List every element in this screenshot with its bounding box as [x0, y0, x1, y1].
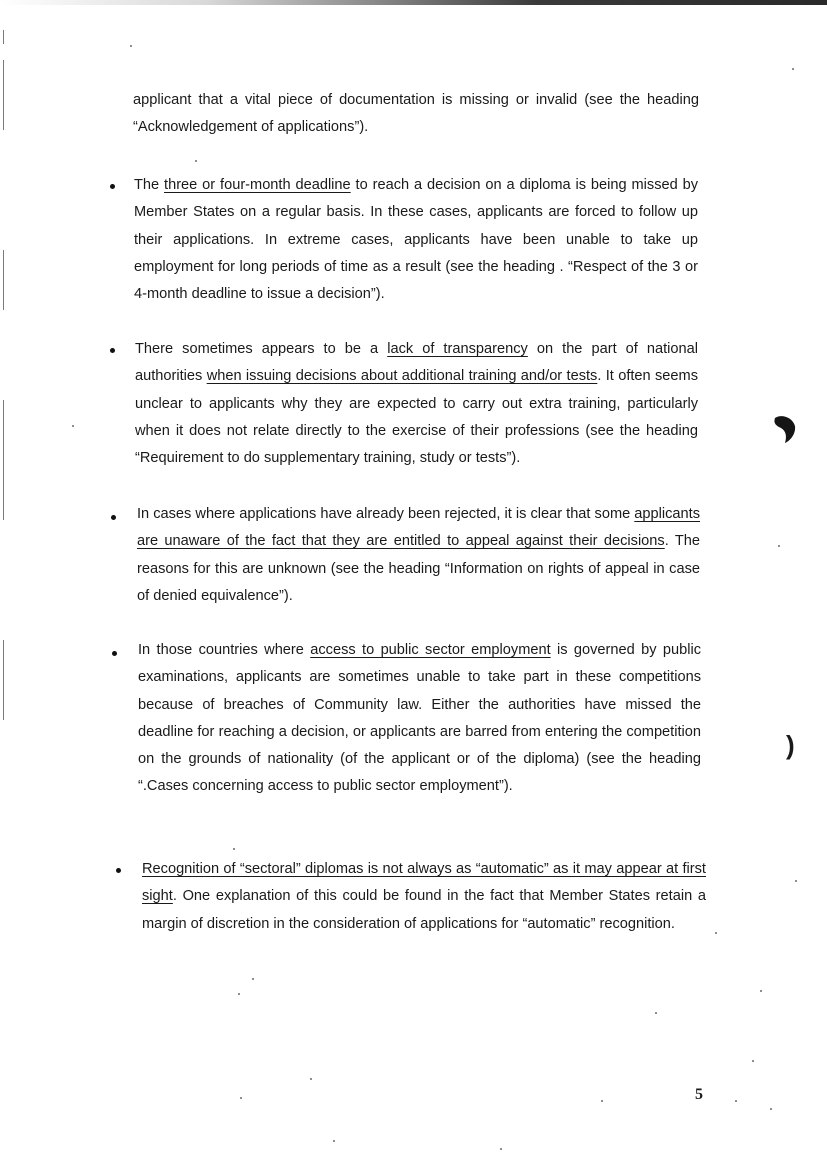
- scan-speck: [233, 848, 235, 850]
- text-run: . One explanation of this could be found in the fact that Member States retain a margin of discretion in the consideration of applications for “automatic” recognition.: [142, 888, 706, 932]
- scan-edge-mark: [3, 30, 4, 44]
- underlined-phrase: when issuing decisions about additional training and/or tests: [206, 368, 598, 385]
- scan-mark-parenthesis: ): [786, 730, 795, 760]
- paragraph-deadline: [134, 172, 698, 308]
- text-run: The: [134, 177, 165, 193]
- bullet-dot: [111, 515, 116, 520]
- underlined-phrase: Recognition of “sectoral” diplomas is not always as “automatic” as it may appear at first sight: [142, 861, 706, 905]
- bullet-dot: [116, 868, 121, 873]
- text-run: is governed by public examinations, applicants are sometimes unable to take part in these competitions because of breaches of Community law. Either the authorities have missed the deadline for reaching a decision, or applicants are barred from entering the competition on the grounds of nationality (of the applicant or of the diploma) (see the heading “.Cases concerning access to public sector employment”).: [138, 642, 701, 795]
- scan-edge-mark: [3, 640, 4, 720]
- underlined-phrase: access to public sector employment: [310, 642, 551, 658]
- text-run: In cases where applications have already been rejected, it is clear that some: [137, 506, 635, 522]
- scan-speck: [735, 1100, 737, 1102]
- scan-speck: [601, 1100, 603, 1102]
- text-run: There sometimes appears to be a: [135, 341, 388, 357]
- scan-speck: [500, 1148, 502, 1150]
- scan-speck: [195, 160, 197, 162]
- paragraph-intro: [133, 87, 699, 142]
- scan-speck: [715, 932, 717, 934]
- text-run: . It often seems unclear to applicants why they are expected to carry out extra training, particularly when it does not relate directly to the exercise of their professions (see the heading “Requirement to do supplementary training, study or tests”).: [135, 368, 698, 467]
- text-run: In those countries where: [138, 642, 311, 658]
- scan-speck: [792, 68, 794, 70]
- text-run: applicant that a vital piece of documentation is missing or invalid (see the heading “Acknowledgement of applications”).: [133, 92, 699, 136]
- scan-speck: [238, 993, 240, 995]
- underlined-phrase: lack of transparency: [387, 341, 528, 357]
- scan-top-edge: [0, 0, 827, 5]
- page-number: 5: [695, 1086, 703, 1103]
- scan-speck: [778, 545, 780, 547]
- bullet-dot: [110, 184, 115, 189]
- paragraph-public-sector: [138, 637, 701, 801]
- text-run: on the part of national authorities: [135, 341, 699, 385]
- scan-speck: [240, 1097, 242, 1099]
- paragraph-appeal: [137, 501, 700, 610]
- scan-speck: [130, 45, 132, 47]
- text-run: . The reasons for this are unknown (see the heading “Information on rights of appeal in case of denied equivalence”).: [137, 533, 700, 604]
- underlined-phrase: applicants are unaware of the fact that they are entitled to appeal against their decisions: [137, 506, 700, 550]
- ink-blot-icon: [772, 414, 796, 444]
- scan-speck: [310, 1078, 312, 1080]
- scan-speck: [252, 978, 254, 980]
- scan-edge-mark: [3, 250, 4, 310]
- underlined-phrase: three or four-month deadline: [164, 177, 351, 193]
- scan-speck: [752, 1060, 754, 1062]
- paragraph-transparency: [135, 336, 698, 472]
- scan-speck: [760, 990, 762, 992]
- scan-edge-mark: [3, 400, 4, 520]
- paragraph-sectoral: [142, 856, 706, 938]
- scan-speck: [72, 425, 74, 427]
- scan-edge-mark: [3, 60, 4, 130]
- scan-speck: [795, 880, 797, 882]
- bullet-dot: [110, 348, 115, 353]
- scan-speck: [655, 1012, 657, 1014]
- scan-speck: [333, 1140, 335, 1142]
- bullet-dot: [112, 651, 117, 656]
- text-run: to reach a decision on a diploma is being missed by Member States on a regular basis. In these cases, applicants are forced to follow up their applications. In extreme cases, applicants have been unable to take up employment for long periods of time as a result (see the heading . “Respect of the 3 or 4-month deadline to issue a decision”).: [134, 177, 699, 303]
- scan-speck: [770, 1108, 772, 1110]
